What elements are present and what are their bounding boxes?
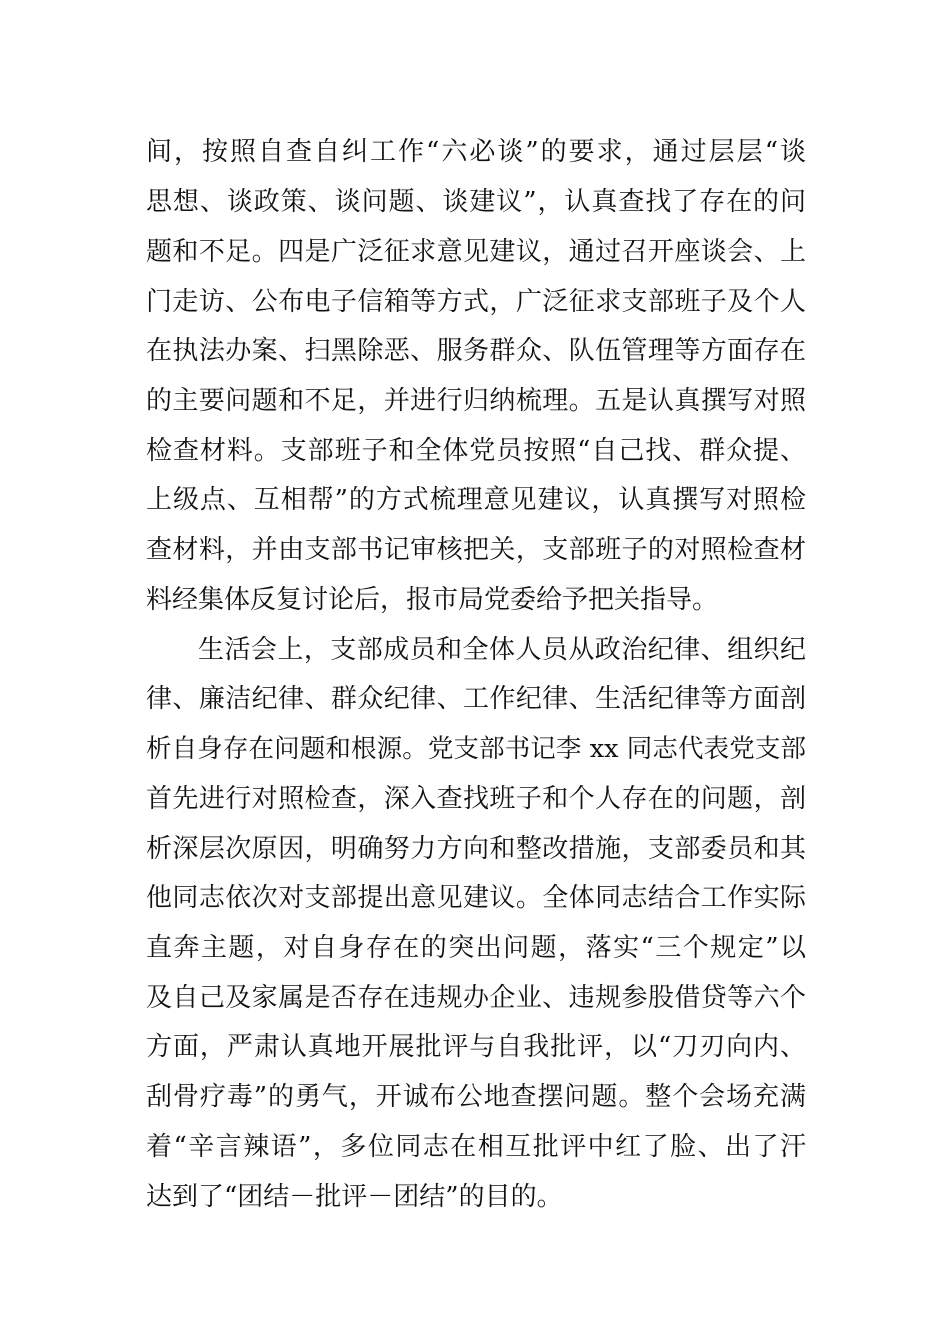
paragraph-2-line-6: 他同志依次对支部提出意见建议。全体同志结合工作实际 [146,883,806,913]
paragraph-2-line-3: 析自身存在问题和根源。党支部书记李 xx 同志代表党支部 [146,734,806,764]
paragraph-1-line-2: 思想、谈政策、谈问题、谈建议”，认真查找了存在的问 [146,187,806,217]
paragraph-2-line-9: 方面，严肃认真地开展批评与自我批评，以“刀刃向内、 [146,1032,806,1062]
paragraph-1-line-6: 的主要问题和不足，并进行归纳梳理。五是认真撰写对照 [146,386,806,416]
paragraph-2-line-10: 刮骨疗毒”的勇气，开诚布公地查摆问题。整个会场充满 [146,1082,806,1112]
paragraph-2-line-2: 律、廉洁纪律、群众纪律、工作纪律、生活纪律等方面剖 [146,684,806,714]
paragraph-2-line-5: 析深层次原因，明确努力方向和整改措施，支部委员和其 [146,834,806,864]
paragraph-1-line-5: 在执法办案、扫黑除恶、服务群众、队伍管理等方面存在 [146,336,806,366]
paragraph-2-line-7: 直奔主题，对自身存在的突出问题，落实“三个规定”以 [146,933,806,963]
paragraph-1-line-3: 题和不足。四是广泛征求意见建议，通过召开座谈会、上 [146,237,806,267]
paragraph-2-line-4: 首先进行对照检查，深入查找班子和个人存在的问题，剖 [146,784,806,814]
paragraph-2-line-1: 生活会上，支部成员和全体人员从政治纪律、组织纪 [198,635,806,665]
paragraph-1-line-10: 料经集体反复讨论后，报市局党委给予把关指导。 [146,585,719,615]
paragraph-1-line-7: 检查材料。支部班子和全体党员按照“自己找、群众提、 [146,436,806,466]
paragraph-2-line-12: 达到了“团结－批评－团结”的目的。 [146,1182,563,1212]
paragraph-2-line-11: 着“辛言辣语”，多位同志在相互批评中红了脸、出了汗 [146,1132,806,1162]
paragraph-2-line-8: 及自己及家属是否存在违规办企业、违规参股借贷等六个 [146,983,806,1013]
paragraph-1-line-9: 查材料，并由支部书记审核把关，支部班子的对照检查材 [146,535,806,565]
paragraph-1-line-8: 上级点、互相帮”的方式梳理意见建议，认真撰写对照检 [146,485,806,515]
paragraph-1-line-1: 间，按照自查自纠工作“六必谈”的要求，通过层层“谈 [146,137,806,167]
paragraph-1-line-4: 门走访、公布电子信箱等方式，广泛征求支部班子及个人 [146,287,806,317]
